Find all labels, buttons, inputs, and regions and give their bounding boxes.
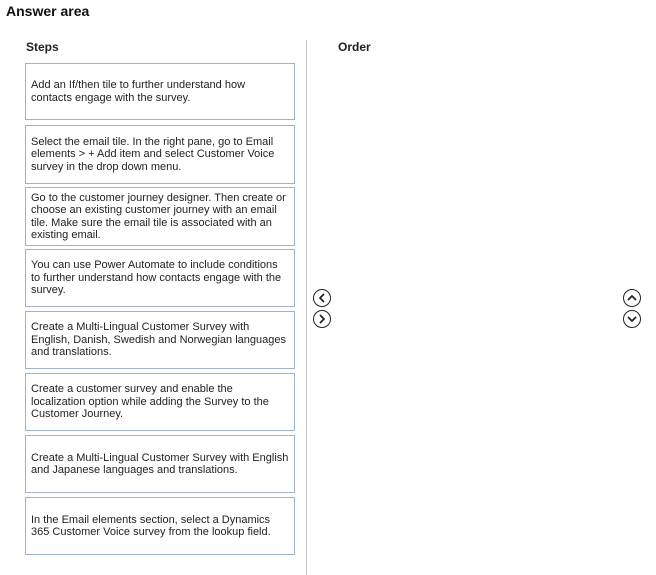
- step-text: Create a Multi-Lingual Customer Survey with English, Danish, Swedish and Norwegian languages and translations.: [31, 321, 286, 359]
- step-item[interactable]: [25, 311, 295, 369]
- left-arrow-icon: [317, 293, 327, 303]
- move-up-button[interactable]: [623, 289, 641, 307]
- step-text: In the Email elements section, select a Dynamics 365 Customer Voice survey from the lookup field.: [31, 513, 271, 538]
- down-arrow-icon: [627, 314, 637, 324]
- column-divider: [306, 40, 307, 575]
- step-text: Add an If/then tile to further understand how contacts engage with the survey.: [31, 79, 246, 104]
- step-item[interactable]: [25, 249, 295, 307]
- move-down-button[interactable]: [623, 310, 641, 328]
- step-item[interactable]: [25, 435, 295, 493]
- step-item[interactable]: [25, 497, 295, 555]
- right-arrow-icon: [317, 314, 327, 324]
- step-text: Create a Multi-Lingual Customer Survey with English and Japanese languages and translations.: [31, 451, 289, 476]
- step-item[interactable]: [25, 125, 295, 184]
- up-arrow-icon: [627, 293, 637, 303]
- step-item[interactable]: [25, 63, 295, 120]
- step-item[interactable]: [25, 373, 295, 431]
- move-right-button[interactable]: [313, 310, 331, 328]
- steps-heading: Steps: [26, 40, 59, 54]
- step-text: Go to the customer journey designer. Then create or choose an existing customer journey with an email tile. Make sure the email tile is associated with an existing email.: [31, 191, 286, 241]
- order-heading: Order: [338, 40, 371, 54]
- answer-area-title: Answer area: [6, 3, 90, 19]
- step-text: Select the email tile. In the right pane, go to Email elements > + Add item and select Customer Voice survey in the drop down menu.: [31, 135, 275, 173]
- step-text: Create a customer survey and enable the localization option while adding the Survey to the Customer Journey.: [31, 383, 269, 421]
- step-item[interactable]: [25, 187, 295, 246]
- step-text: You can use Power Automate to include conditions to further understand how contacts engage with the survey.: [31, 259, 282, 297]
- move-left-button[interactable]: [313, 289, 331, 307]
